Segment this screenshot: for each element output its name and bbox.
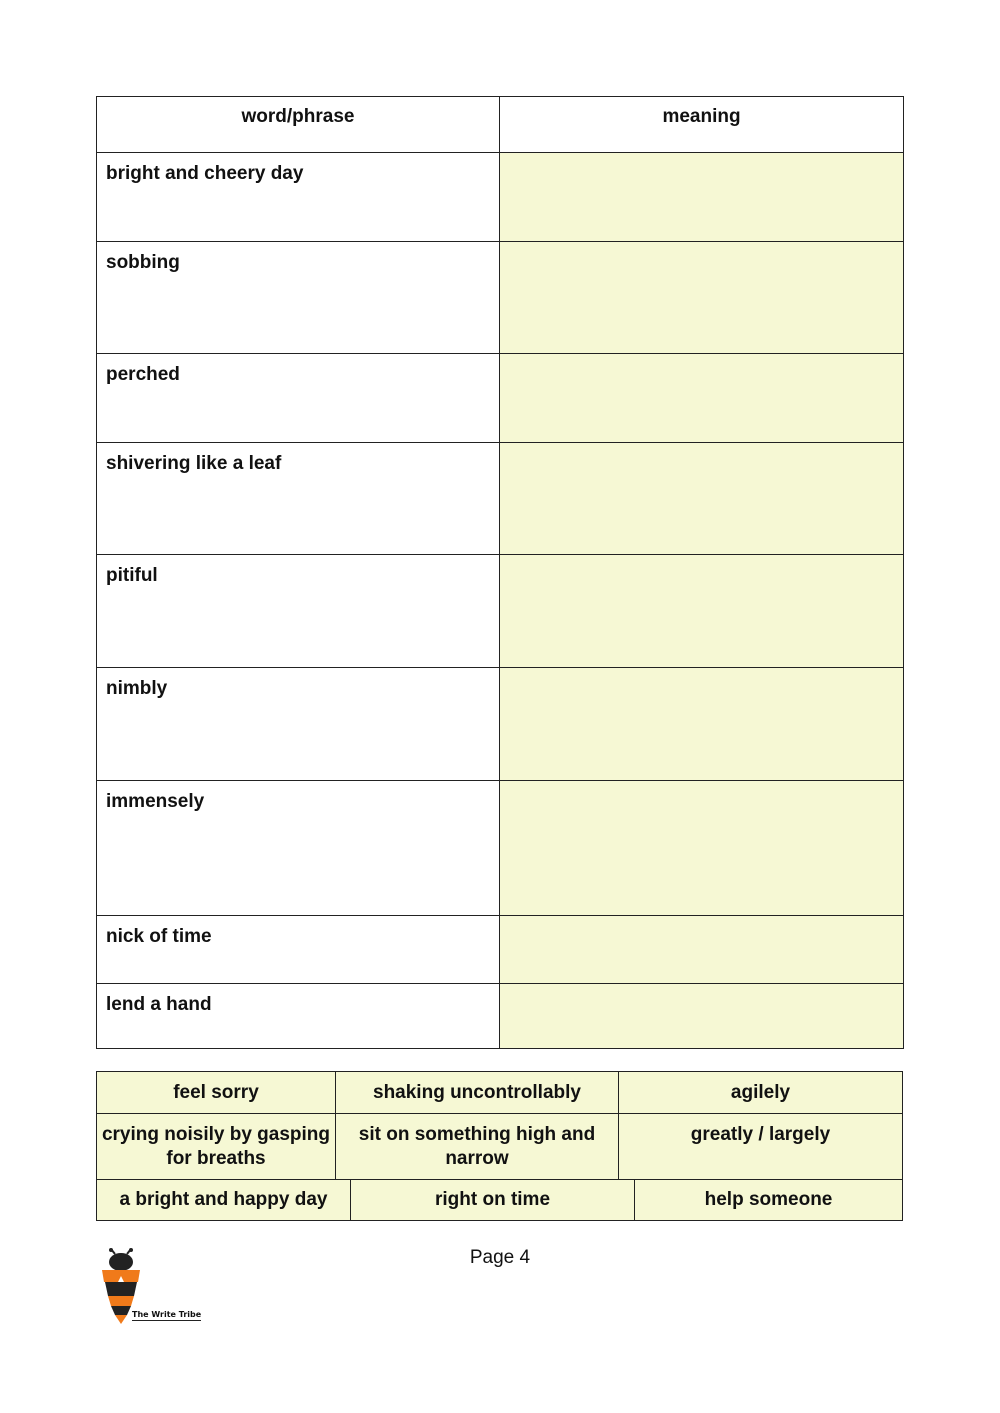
table-row xyxy=(97,153,904,242)
meaning-drop-zone[interactable] xyxy=(500,443,904,555)
table-row xyxy=(97,781,904,916)
answer-chip[interactable]: right on time xyxy=(350,1180,634,1220)
answer-chip[interactable]: feel sorry xyxy=(97,1072,335,1113)
word-cell: shivering like a leaf xyxy=(97,443,500,555)
word-cell: sobbing xyxy=(97,242,500,354)
answer-bank xyxy=(96,1071,903,1221)
word-cell: bright and cheery day xyxy=(97,153,500,242)
meaning-drop-zone[interactable] xyxy=(500,781,904,916)
meaning-drop-zone[interactable] xyxy=(500,242,904,354)
page-number: Page 4 xyxy=(469,1247,531,1268)
vocabulary-table xyxy=(96,96,904,1049)
meaning-drop-zone[interactable] xyxy=(500,555,904,668)
meaning-drop-zone[interactable] xyxy=(500,354,904,443)
table-header-row xyxy=(97,97,904,153)
word-cell: perched xyxy=(97,354,500,443)
word-cell: immensely xyxy=(97,781,500,916)
word-cell: nimbly xyxy=(97,668,500,781)
meaning-drop-zone[interactable] xyxy=(500,153,904,242)
answer-chip[interactable]: sit on something high and narrow xyxy=(335,1114,618,1179)
answer-bank-row xyxy=(97,1072,902,1113)
answer-chip[interactable]: greatly / largely xyxy=(618,1114,902,1179)
answer-chip[interactable]: agilely xyxy=(618,1072,902,1113)
answer-bank-row xyxy=(97,1179,902,1220)
table-row xyxy=(97,984,904,1049)
word-cell: lend a hand xyxy=(97,984,500,1049)
table-row xyxy=(97,242,904,354)
answer-chip[interactable]: crying noisily by gasping for breaths xyxy=(97,1114,335,1179)
meaning-drop-zone[interactable] xyxy=(500,916,904,984)
table-row xyxy=(97,555,904,668)
meaning-drop-zone[interactable] xyxy=(500,984,904,1049)
table-row xyxy=(97,668,904,781)
meaning-drop-zone[interactable] xyxy=(500,668,904,781)
logo-wordmark: The Write Tribe xyxy=(132,1310,202,1319)
answer-chip[interactable]: shaking uncontrollably xyxy=(335,1072,618,1113)
write-tribe-logo xyxy=(96,1248,206,1326)
header-meaning: meaning xyxy=(500,97,904,153)
answer-chip[interactable]: a bright and happy day xyxy=(97,1180,350,1220)
answer-bank-row xyxy=(97,1113,902,1179)
header-word-phrase: word/phrase xyxy=(97,97,500,153)
table-row xyxy=(97,443,904,555)
word-cell: pitiful xyxy=(97,555,500,668)
word-cell: nick of time xyxy=(97,916,500,984)
answer-chip[interactable]: help someone xyxy=(634,1180,902,1220)
table-row xyxy=(97,916,904,984)
table-row xyxy=(97,354,904,443)
